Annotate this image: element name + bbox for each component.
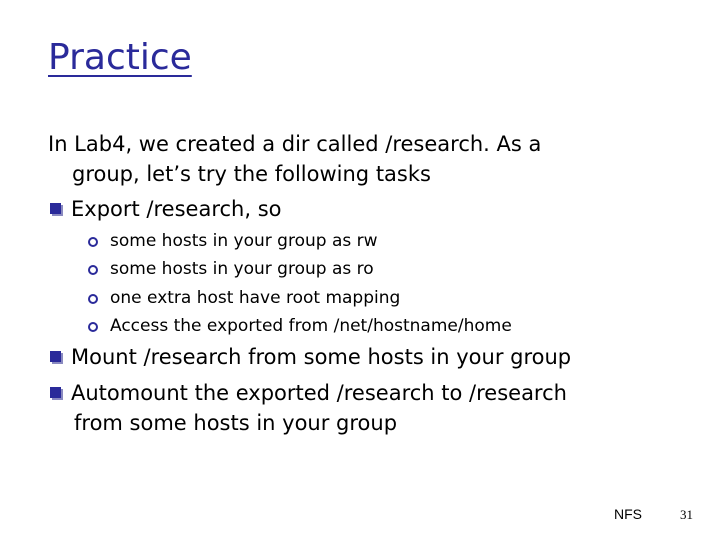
sub-bullet-text: some hosts in your group as rw [110, 231, 378, 251]
bullet-continuation: from some hosts in your group [74, 411, 398, 435]
sub-bullet-text: some hosts in your group as ro [110, 259, 374, 279]
sub-bullet-item [88, 286, 400, 310]
circle-bullet-icon [88, 294, 98, 304]
footer-label: NFS [614, 506, 642, 522]
circle-bullet-icon [88, 237, 98, 247]
intro-paragraph [48, 129, 608, 189]
sub-bullet-text: one extra host have root mapping [110, 288, 401, 308]
bullet-text: Automount the exported /research to /research [71, 381, 567, 405]
bullet-text: Mount /research from some hosts in your group [71, 345, 572, 369]
square-bullet-icon [50, 203, 61, 214]
bullet-item [50, 194, 281, 224]
circle-bullet-icon [88, 322, 98, 332]
square-bullet-icon [50, 387, 61, 398]
intro-line-1: In Lab4, we created a dir called /research. As a [48, 132, 542, 156]
circle-bullet-icon [88, 265, 98, 275]
page-number: 31 [680, 507, 693, 522]
sub-bullet-item [88, 229, 378, 253]
sub-bullet-text: Access the exported from /net/hostname/home [110, 316, 512, 336]
sub-bullet-item [88, 314, 512, 338]
sub-bullet-item [88, 257, 374, 281]
square-bullet-icon [50, 351, 61, 362]
bullet-item [50, 342, 571, 372]
slide-title: Practice [48, 37, 192, 78]
bullet-text: Export /research, so [71, 197, 282, 221]
intro-line-2: group, let’s try the following tasks [72, 162, 431, 186]
bullet-item [50, 378, 567, 408]
